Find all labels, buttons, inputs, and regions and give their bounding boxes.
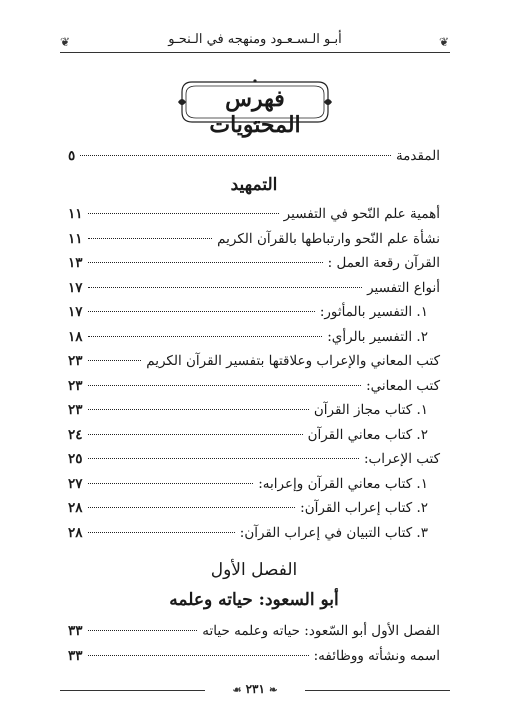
toc-entry[interactable] [68,451,440,473]
toc-entry[interactable] [68,648,440,670]
header-ornament-right-icon: ❦ [438,35,450,49]
toc-entry-label: ١. كتاب مجاز القرآن [313,402,428,418]
toc-subentry[interactable] [68,500,440,522]
dot-leader [88,262,323,263]
toc-entry-page: ١٨ [68,329,83,345]
toc-entry-page: ٢٤ [68,427,83,443]
toc-entry[interactable] [68,353,440,375]
toc-entry[interactable] [68,255,440,277]
dot-leader [88,238,213,239]
chapter-heading: الفصل الأول [210,560,298,580]
page-footer [60,682,450,698]
toc-entry-page: ٢٨ [68,525,83,541]
toc-entry-page: ٢٨ [68,500,83,516]
running-title: أبـو الـسـعـود ومنهجه في الـنحـو [168,32,342,47]
toc-entry-page: ٥ [68,148,76,164]
toc-entry-label: أهمية علم النّحو في التفسير [283,206,440,222]
dot-leader [88,213,279,214]
toc-entry-page: ٣٣ [68,648,83,664]
toc-entry[interactable] [68,206,440,228]
toc-entry-label: ١. التفسير بالمأثور: [319,304,428,320]
toc-subentry[interactable] [68,329,440,351]
toc-subentry[interactable] [68,304,440,326]
dot-leader [88,287,363,288]
dot-leader [88,532,235,533]
toc-entry-label: كتب المعاني: [366,378,440,394]
dot-leader [88,507,296,508]
toc-entry-page: ٢٥ [68,451,83,467]
toc-entry-page: ٢٣ [68,353,83,369]
toc-entry-label: القرآن رقعة العمل : [327,255,440,271]
header-rule [60,52,450,53]
dot-leader [88,336,323,337]
chapter-subheading: أبو السعود: حياته وعلمه [169,590,339,610]
dot-leader [88,655,309,656]
section-heading: التمهيد [230,175,278,195]
toc-subentry[interactable] [68,427,440,449]
toc-entry-label: ٢. التفسير بالرأي: [327,329,428,345]
toc-entry-label: نشأة علم النّحو وارتباطها بالقرآن الكريم [217,231,440,247]
header-ornament-left-icon: ❦ [60,35,72,49]
dot-leader [88,409,309,410]
toc-entry-label: ١. كتاب معاني القرآن وإعرابه: [258,476,428,492]
toc-entry-label: ٣. كتاب التبيان في إعراب القرآن: [239,525,428,541]
dot-leader [80,155,391,156]
page-number-value: ٢٣١ [245,682,265,696]
toc-entry-page: ٢٣ [68,378,83,394]
toc-entry-label: المقدمة [395,148,440,164]
dot-leader [88,483,254,484]
toc-entry-page: ٣٣ [68,623,83,639]
toc-subentry[interactable] [68,476,440,498]
title-cartouche [178,78,332,138]
dot-leader [88,311,315,312]
footer-rule-left [60,690,205,691]
toc-entry-page: ٢٣ [68,402,83,418]
dot-leader [88,458,359,459]
toc-entry-page: ١٣ [68,255,83,271]
toc-entry-label: أنواع التفسير [367,280,440,296]
toc-entry-page: ١١ [68,206,83,222]
toc-entry[interactable] [68,378,440,400]
toc-entry[interactable] [68,280,440,302]
toc-entry-page: ١٧ [68,304,83,320]
dot-leader [88,630,198,631]
toc-entry-intro[interactable] [68,148,440,170]
dot-leader [88,434,303,435]
toc-entry-label: كتب المعاني والإعراب وعلاقتها بتفسير القرآن الكريم [146,353,440,369]
page-title: فهرس المحتويات [209,86,301,138]
toc-entry[interactable] [68,231,440,253]
toc-entry-label: الفصل الأول أبو السّعود: حياته وعلمه حياته [202,623,440,639]
toc-entry-label: اسمه ونشأته ووظائفه: [313,648,440,664]
running-header [60,32,450,54]
page-number [210,682,300,696]
footer-ornament-right-icon: ☙ [232,685,242,696]
footer-rule-right [305,690,450,691]
footer-ornament-left-icon: ❧ [269,685,278,696]
toc-entry-page: ١١ [68,231,83,247]
toc-entry-label: كتب الإعراب: [363,451,440,467]
dot-leader [88,385,362,386]
dot-leader [88,360,142,361]
toc-subentry[interactable] [68,402,440,424]
toc-entry-page: ١٧ [68,280,83,296]
toc-entry-label: ٢. كتاب إعراب القرآن: [300,500,428,516]
toc-subentry[interactable] [68,525,440,547]
toc-entry-label: ٢. كتاب معاني القرآن [307,427,428,443]
toc-entry-page: ٢٧ [68,476,83,492]
toc-entry[interactable] [68,623,440,645]
